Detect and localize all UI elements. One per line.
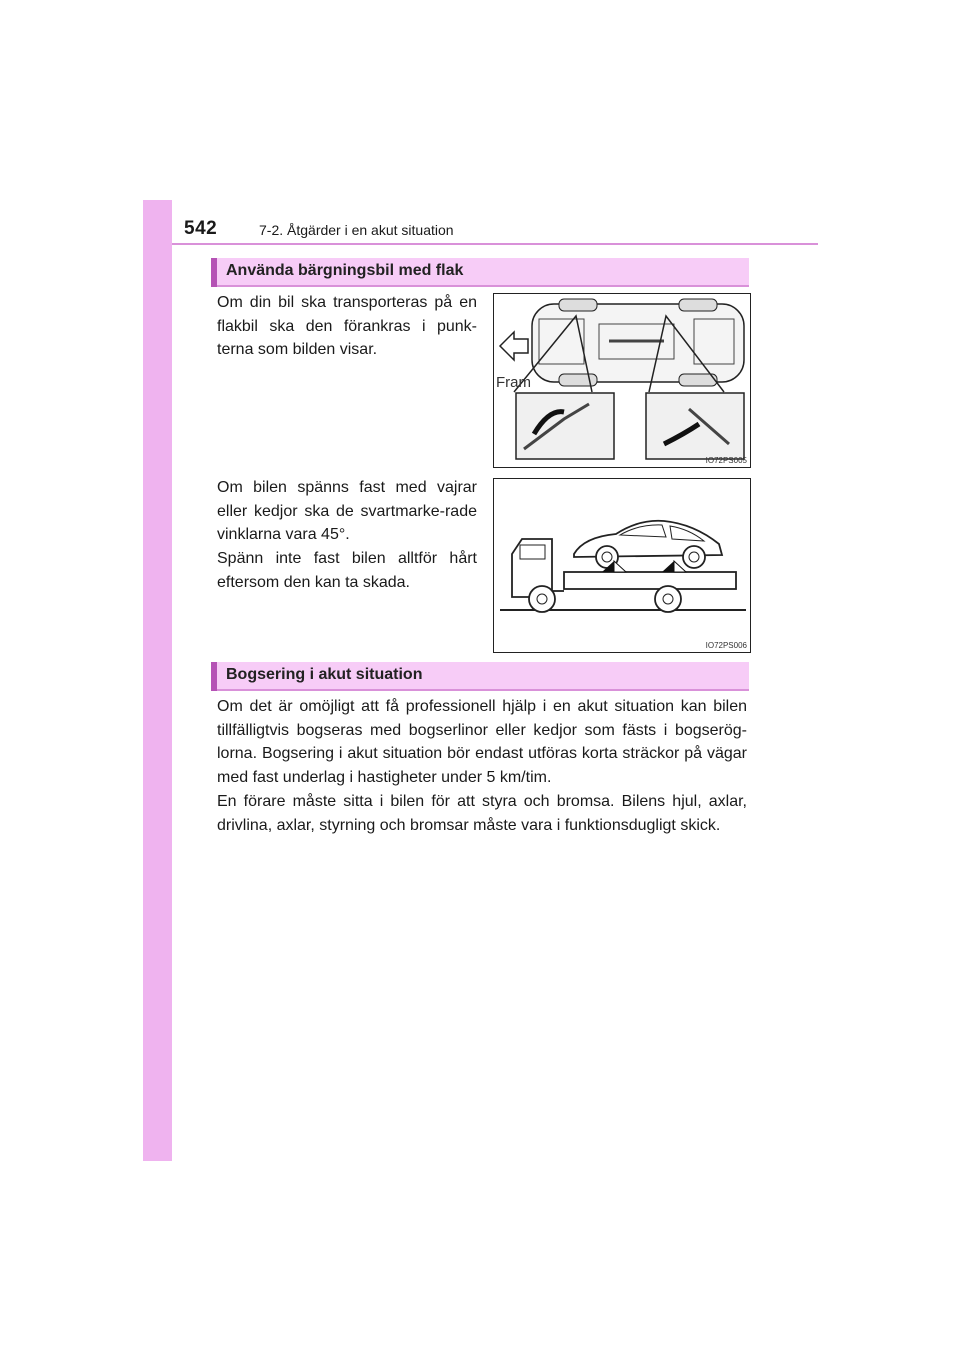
page-number: 542 [184,218,218,239]
paragraph-transport: Om din bil ska transporteras på en flakbil ska den förankras i punk-terna som bilden visar. [217,294,477,358]
figure-flatbed-truck [493,478,751,653]
chapter-title: 7-2. Åtgärder i en akut situation [259,222,454,238]
figure-code: IO72PS005 [705,456,747,465]
section-heading-flatbed [211,258,749,287]
header-rule [172,243,818,245]
figure-code: IO72PS006 [705,641,747,650]
section-heading-emergency-towing [211,662,749,691]
paragraph-cables: Om bilen spänns fast med vajrar eller kedjor ska de svartmarke-rade vinklarna vara 45°. [217,479,477,543]
figure-anchor-points [493,293,751,468]
section-title: Använda bärgningsbil med flak [226,262,464,279]
front-label: Fram [496,374,531,391]
heading-accent [211,258,217,287]
car-underside-illustration [494,294,750,467]
flatbed-truck-illustration [494,479,750,652]
paragraph-caution: Spänn inte fast bilen alltför hårt eftersom den kan ta skada. [217,550,477,591]
side-tab-bar [143,200,172,1161]
paragraph-driver: En förare måste sitta i bilen för att styra och bromsa. Bilens hjul, axlar, drivlina, axlar, styrning och bromsar måste vara i funktionsdugligt skick. [217,793,747,834]
section-title: Bogsering i akut situation [226,666,423,683]
heading-accent [211,662,217,691]
paragraph-towing: Om det är omöjligt att få professionell hjälp i en akut situation kan bilen tillfälligtvis bogseras med bogserlinor eller kedjor som fästs i bogserög-lorna. Bogsering i akut situation bör endast utföras korta sträckor på vägar med fast underlag i hastigheter under 5 km/tim. [217,698,747,786]
